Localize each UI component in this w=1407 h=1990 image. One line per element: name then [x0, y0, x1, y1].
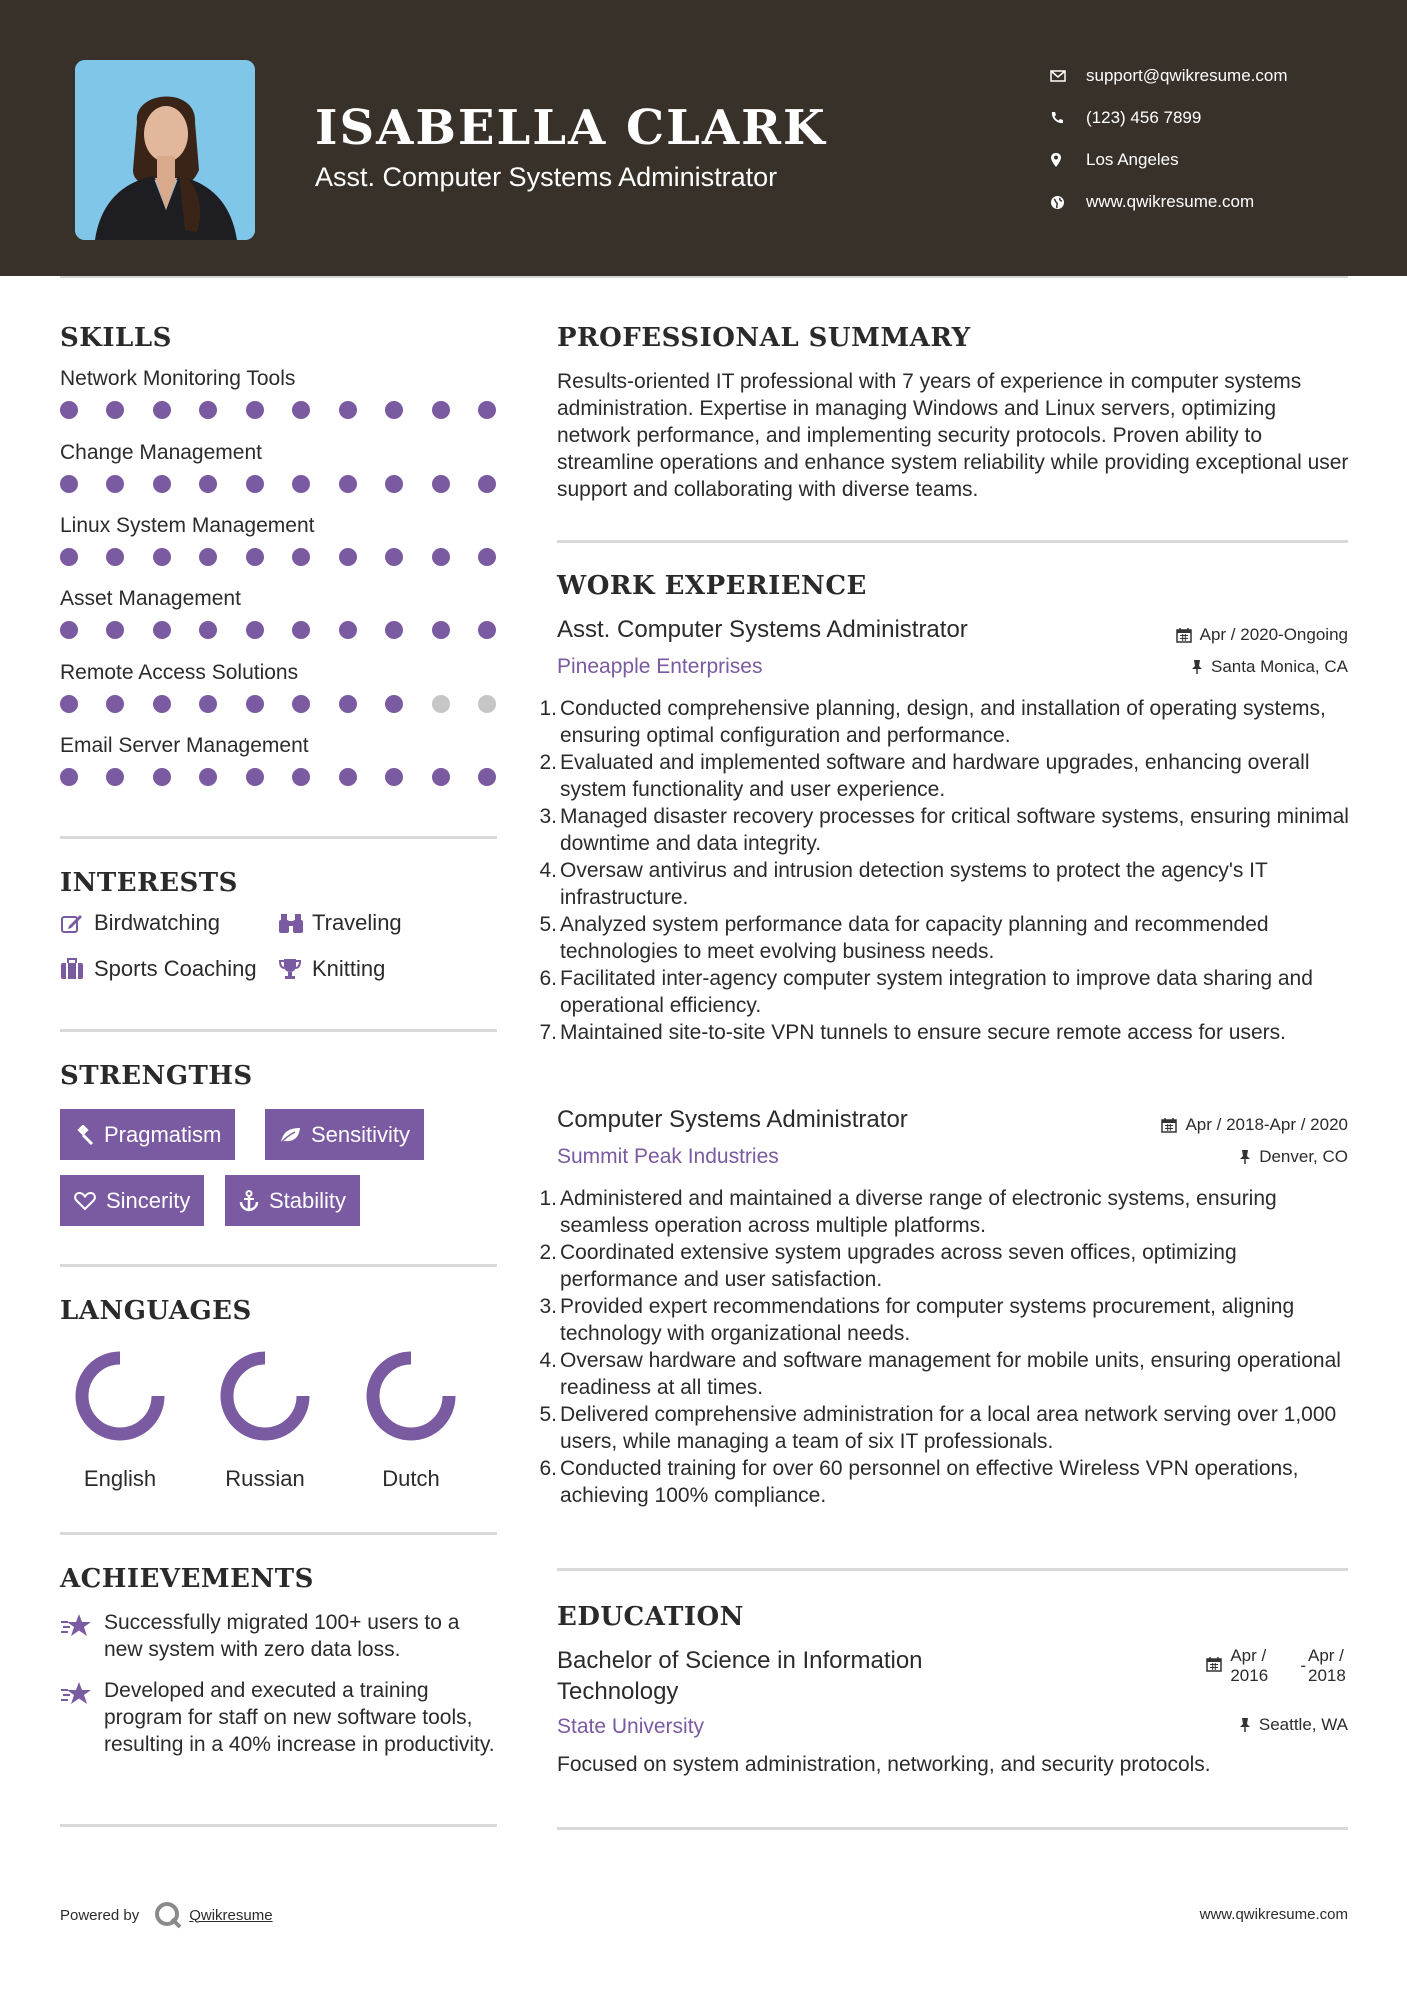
language-ring — [72, 1348, 168, 1444]
job-bullet: 5. Analyzed system performance data for capacity planning and recommended technologies to meet evolving business needs. — [557, 911, 1357, 965]
leaf-icon — [279, 1126, 301, 1144]
rating-dot-filled — [246, 401, 264, 419]
strength-label: Sincerity — [106, 1187, 191, 1213]
pushpin-icon — [1239, 1149, 1251, 1165]
company-name: Pineapple Enterprises — [557, 655, 763, 678]
job-bullet-text: Administered and maintained a diverse range of electronic systems, ensuring seamless operation across multiple platforms. — [560, 1187, 1277, 1237]
rating-dot-filled — [478, 768, 496, 786]
section-divider — [60, 1824, 497, 1827]
interest-label: Birdwatching — [94, 910, 220, 935]
rating-dot-filled — [385, 768, 403, 786]
rating-dot-filled — [199, 475, 217, 493]
contact-location — [1050, 139, 1288, 181]
rating-dot-filled — [153, 548, 171, 566]
interest-item — [278, 910, 402, 936]
job-title: Computer Systems Administrator — [557, 1106, 908, 1133]
section-divider — [60, 1532, 497, 1535]
rating-dot-filled — [60, 548, 78, 566]
interest-label: Knitting — [312, 956, 386, 981]
heart-icon — [74, 1191, 96, 1211]
rating-dot-filled — [292, 695, 310, 713]
job-bullet-text: Conducted training for over 60 personnel on effective Wireless VPN operations, achieving 100% compliance. — [560, 1457, 1299, 1507]
job-bullet: 6. Facilitated inter-agency computer system integration to improve data sharing and operational efficiency. — [557, 965, 1357, 1019]
rating-dot-filled — [106, 401, 124, 419]
rating-dot-filled — [292, 768, 310, 786]
skill-label: Network Monitoring Tools — [60, 367, 296, 390]
skill-item — [60, 514, 500, 566]
rating-dot-filled — [432, 621, 450, 639]
rating-dot-filled — [106, 548, 124, 566]
job-bullet-text: Provided expert recommendations for computer systems procurement, aligning technology with organizational needs. — [560, 1295, 1295, 1345]
job-bullet-text: Managed disaster recovery processes for critical software systems, ensuring minimal downtime and data integrity. — [560, 805, 1349, 855]
rating-dot-filled — [246, 621, 264, 639]
rating-dot-filled — [106, 695, 124, 713]
rating-dot-filled — [432, 401, 450, 419]
education-date-separator: - — [1300, 1656, 1306, 1675]
job-dates — [1161, 1115, 1348, 1135]
rating-dot-filled — [385, 621, 403, 639]
skill-item — [60, 587, 500, 639]
rating-dot-filled — [153, 401, 171, 419]
job-dates-text: Apr / 2020-Ongoing — [1199, 625, 1348, 644]
rating-dot-filled — [60, 768, 78, 786]
language-ring-arc — [227, 1358, 303, 1434]
job-bullet-text: Evaluated and implemented software and hardware upgrades, enhancing overall system functionality and user experience. — [560, 751, 1310, 801]
interest-label: Sports Coaching — [94, 956, 257, 981]
strength-badge — [265, 1109, 424, 1160]
rating-dot-filled — [106, 768, 124, 786]
language-item — [55, 1348, 185, 1492]
rating-dot-filled — [432, 548, 450, 566]
strength-badge — [60, 1175, 204, 1226]
star-icon — [60, 1609, 104, 1663]
language-item — [346, 1348, 476, 1492]
rating-dot-filled — [385, 548, 403, 566]
rating-dot-filled — [106, 475, 124, 493]
trophy-icon — [278, 958, 312, 980]
interest-item — [60, 910, 220, 936]
summary-heading: PROFESSIONAL SUMMARY — [557, 323, 971, 353]
strengths-heading: STRENGTHS — [60, 1061, 253, 1091]
profile-photo — [75, 60, 255, 240]
skill-rating — [60, 401, 496, 419]
job-bullet: 1. Administered and maintained a diverse range of electronic systems, ensuring seamless operation across multiple platforms. — [557, 1185, 1357, 1239]
contact-list — [1050, 55, 1288, 223]
interest-label: Traveling — [312, 910, 402, 935]
strength-label: Pragmatism — [104, 1121, 222, 1147]
rating-dot-filled — [339, 695, 357, 713]
rating-dot-filled — [199, 401, 217, 419]
rating-dot-filled — [339, 475, 357, 493]
rating-dot-filled — [339, 768, 357, 786]
section-divider — [60, 1029, 497, 1032]
rating-dot-filled — [60, 621, 78, 639]
rating-dot-filled — [246, 695, 264, 713]
skills-heading: SKILLS — [60, 323, 172, 353]
job-bullet-text: Maintained site-to-site VPN tunnels to ensure secure remote access for users. — [560, 1021, 1286, 1044]
rating-dot-filled — [385, 401, 403, 419]
job-bullet-text: Analyzed system performance data for capacity planning and recommended technologies to meet evolving business needs. — [560, 913, 1269, 963]
job-bullet-text: Oversaw antivirus and intrusion detection systems to protect the agency's IT infrastructure. — [560, 859, 1268, 909]
rating-dot-filled — [199, 768, 217, 786]
section-divider — [60, 1264, 497, 1267]
company-name: Summit Peak Industries — [557, 1145, 779, 1168]
language-ring-arc — [373, 1358, 449, 1434]
contact-website-text: www.qwikresume.com — [1086, 192, 1255, 211]
contact-website[interactable] — [1050, 181, 1288, 223]
education-location — [1239, 1715, 1348, 1735]
education-start-year: 2016 — [1230, 1666, 1269, 1685]
job-bullet-text: Coordinated extensive system upgrades across seven offices, optimizing performance and user satisfaction. — [560, 1241, 1237, 1291]
job-bullet: 5. Delivered comprehensive administration for a local area network serving over 1,000 users, while managing a team of six IT professionals. — [557, 1401, 1357, 1455]
header-divider — [60, 276, 1348, 278]
achievement-item — [60, 1609, 500, 1663]
skill-rating — [60, 475, 496, 493]
contact-email-text: support@qwikresume.com — [1086, 66, 1288, 85]
map-marker-icon — [1050, 152, 1086, 168]
rating-dot-filled — [246, 768, 264, 786]
binoculars-icon — [278, 912, 312, 934]
job-bullet: 2. Coordinated extensive system upgrades across seven offices, optimizing performance and user satisfaction. — [557, 1239, 1357, 1293]
calendar-icon — [1176, 627, 1192, 643]
job-bullet-text: Conducted comprehensive planning, design, and installation of operating systems, ensuring optimal configuration and performance. — [560, 697, 1326, 747]
rating-dot-filled — [153, 621, 171, 639]
education-end-year: 2018 — [1308, 1666, 1346, 1685]
phone-icon — [1050, 111, 1086, 125]
degree-line-2: Technology — [557, 1678, 679, 1705]
interests-heading: INTERESTS — [60, 868, 238, 898]
job-bullet-text: Facilitated inter-agency computer system integration to improve data sharing and operational efficiency. — [560, 967, 1313, 1017]
footer-branding — [60, 1900, 273, 1930]
rating-dot-filled — [385, 475, 403, 493]
contact-phone-text: (123) 456 7899 — [1086, 108, 1202, 127]
summary-text: Results-oriented IT professional with 7 years of experience in computer systems administration. Expertise in managing Windows and Linux servers, optimizing network performance, and implementing security protocols. Proven ability to streamline operations and enhance system reliability while providing exceptional user support and collaborating with diverse teams. — [557, 370, 1349, 501]
suitcase-icon — [60, 958, 94, 980]
gavel-icon — [74, 1125, 94, 1145]
interest-item — [60, 956, 257, 982]
rating-dot-filled — [432, 475, 450, 493]
rating-dot-filled — [60, 695, 78, 713]
rating-dot-filled — [153, 768, 171, 786]
rating-dot-filled — [60, 401, 78, 419]
rating-dot-filled — [60, 475, 78, 493]
achievement-item — [60, 1677, 500, 1758]
section-divider — [60, 836, 497, 839]
globe-icon — [1050, 195, 1086, 210]
skill-item — [60, 367, 500, 419]
skill-rating — [60, 768, 496, 786]
rating-dot-filled — [292, 475, 310, 493]
skill-rating — [60, 548, 496, 566]
skill-item — [60, 661, 500, 713]
rating-dot-empty — [432, 695, 450, 713]
job-bullet-text: Delivered comprehensive administration for a local area network serving over 1,000 users, while managing a team of six IT professionals. — [560, 1403, 1337, 1453]
strength-label: Sensitivity — [311, 1121, 411, 1147]
job-bullet: 4. Oversaw hardware and software management for mobile units, ensuring operational readiness at all times. — [557, 1347, 1357, 1401]
job-bullet: 6. Conducted training for over 60 personnel on effective Wireless VPN operations, achieving 100% compliance. — [557, 1455, 1357, 1509]
rating-dot-filled — [478, 548, 496, 566]
rating-dot-filled — [292, 548, 310, 566]
strength-badge — [225, 1175, 360, 1226]
language-label: Russian — [225, 1466, 305, 1491]
job-location-text: Santa Monica, CA — [1210, 657, 1348, 676]
language-ring — [363, 1348, 459, 1444]
skill-rating — [60, 695, 496, 713]
job-bullet-text: Oversaw hardware and software management for mobile units, ensuring operational readiness at all times. — [560, 1349, 1341, 1399]
job-bullet: 1. Conducted comprehensive planning, design, and installation of operating systems, ensuring optimal configuration and performance. — [557, 695, 1357, 749]
contact-email[interactable] — [1050, 55, 1288, 97]
achievement-text: Developed and executed a training program for staff on new software tools, resulting in a 40% increase in productivity. — [104, 1679, 495, 1756]
education-description: Focused on system administration, networking, and security protocols. — [557, 1753, 1211, 1776]
job-bullets — [539, 1185, 1357, 1509]
job-location — [1239, 1147, 1348, 1167]
strength-badge — [60, 1109, 235, 1160]
education-heading: EDUCATION — [557, 1602, 744, 1632]
rating-dot-filled — [478, 621, 496, 639]
skill-label: Linux System Management — [60, 514, 315, 537]
rating-dot-filled — [199, 695, 217, 713]
skill-label: Asset Management — [60, 587, 241, 610]
job-location — [1191, 657, 1348, 677]
rating-dot-filled — [432, 768, 450, 786]
languages-heading: LANGUAGES — [60, 1296, 252, 1326]
calendar-icon — [1206, 1656, 1222, 1672]
skill-rating — [60, 621, 496, 639]
rating-dot-filled — [246, 548, 264, 566]
candidate-title: Asst. Computer Systems Administrator — [315, 162, 778, 192]
section-divider — [557, 1827, 1348, 1830]
anchor-icon — [239, 1190, 259, 1212]
rating-dot-filled — [153, 695, 171, 713]
rating-dot-filled — [478, 401, 496, 419]
job-bullet: 4. Oversaw antivirus and intrusion detection systems to protect the agency's IT infrastructure. — [557, 857, 1357, 911]
qwikresume-link[interactable]: Qwikresume — [189, 1906, 273, 1924]
section-divider — [557, 540, 1348, 543]
rating-dot-filled — [339, 548, 357, 566]
job-bullet: 3. Managed disaster recovery processes for critical software systems, ensuring minimal downtime and data integrity. — [557, 803, 1357, 857]
job-dates-text: Apr / 2018-Apr / 2020 — [1185, 1115, 1348, 1134]
skill-item — [60, 441, 500, 493]
job-bullet: 3. Provided expert recommendations for computer systems procurement, aligning technology with organizational needs. — [557, 1293, 1357, 1347]
rating-dot-filled — [292, 401, 310, 419]
calendar-icon — [1161, 1117, 1177, 1133]
education-location-text: Seattle, WA — [1258, 1715, 1348, 1734]
job-location-text: Denver, CO — [1259, 1147, 1348, 1166]
footer-website[interactable]: www.qwikresume.com — [1199, 1906, 1348, 1923]
pencil-square-icon — [60, 912, 94, 934]
degree-line-1: Bachelor of Science in Information — [557, 1647, 923, 1674]
skill-label: Remote Access Solutions — [60, 661, 299, 684]
rating-dot-filled — [339, 621, 357, 639]
experience-heading: WORK EXPERIENCE — [557, 571, 867, 601]
education-end — [1308, 1646, 1348, 1686]
job-bullet: 7. Maintained site-to-site VPN tunnels to ensure secure remote access for users. — [539, 1021, 1286, 1044]
section-divider — [557, 1568, 1348, 1571]
pushpin-icon — [1191, 659, 1203, 675]
job-dates — [1176, 625, 1348, 645]
job-bullets — [539, 695, 1357, 1046]
education-end-month: Apr / — [1308, 1646, 1344, 1665]
rating-dot-empty — [478, 695, 496, 713]
education-dates — [1206, 1646, 1348, 1686]
job-bullet: 2. Evaluated and implemented software and hardware upgrades, enhancing overall system functionality and user experience. — [557, 749, 1357, 803]
star-icon — [60, 1677, 104, 1758]
skill-label: Email Server Management — [60, 734, 309, 757]
profile-photo-illustration — [75, 60, 255, 240]
job-title: Asst. Computer Systems Administrator — [557, 616, 968, 643]
contact-location-text: Los Angeles — [1086, 150, 1179, 169]
rating-dot-filled — [339, 401, 357, 419]
rating-dot-filled — [478, 475, 496, 493]
degree-title — [557, 1645, 923, 1707]
rating-dot-filled — [199, 621, 217, 639]
resume-header — [0, 0, 1407, 276]
achievement-text: Successfully migrated 100+ users to a new system with zero data loss. — [104, 1611, 460, 1661]
achievements-heading: ACHIEVEMENTS — [60, 1564, 314, 1594]
pushpin-icon — [1239, 1717, 1251, 1733]
contact-phone[interactable] — [1050, 97, 1288, 139]
powered-by-label: Powered by — [60, 1906, 140, 1924]
school-name: State University — [557, 1715, 705, 1738]
education-start-month: Apr / — [1230, 1646, 1267, 1665]
interest-item — [278, 956, 385, 982]
rating-dot-filled — [292, 621, 310, 639]
strength-label: Stability — [269, 1187, 347, 1213]
rating-dot-filled — [153, 475, 171, 493]
envelope-icon — [1050, 70, 1086, 82]
skill-item — [60, 734, 500, 786]
qwikresume-logo-icon — [153, 1900, 183, 1930]
rating-dot-filled — [106, 621, 124, 639]
rating-dot-filled — [385, 695, 403, 713]
language-label: English — [83, 1466, 157, 1491]
rating-dot-filled — [246, 475, 264, 493]
language-item — [200, 1348, 330, 1492]
education-start — [1230, 1646, 1276, 1686]
rating-dot-filled — [199, 548, 217, 566]
language-ring-arc — [82, 1358, 158, 1434]
language-ring — [217, 1348, 313, 1444]
candidate-name: ISABELLA CLARK — [315, 100, 827, 156]
skill-label: Change Management — [60, 441, 262, 464]
language-label: Dutch — [382, 1466, 440, 1491]
